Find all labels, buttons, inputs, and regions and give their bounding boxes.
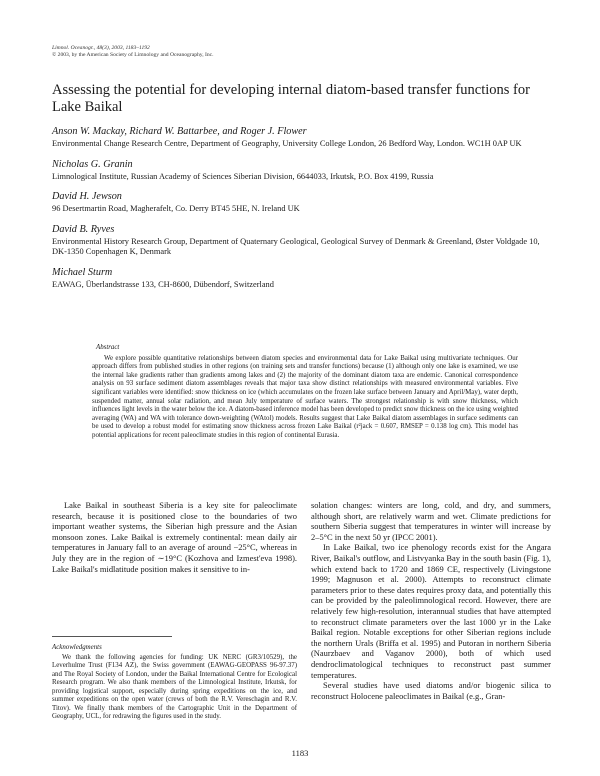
author-name: Michael Sturm bbox=[52, 266, 113, 278]
author-affiliation: Environmental History Research Group, Department of Quaternary Geological, Geological Survey of Denmark & Greenland, Øster Voldgade 10, DK-1350 Copenhagen K, Denmark bbox=[52, 236, 540, 256]
author-affiliation: EAWAG, Überlandstrasse 133, CH-8600, Dübendorf, Switzerland bbox=[52, 279, 274, 289]
body-paragraph: In Lake Baikal, two ice phenology records exist for the Angara River, Baikal's outflow, and Listvyanka Bay in the south basin (Fig. 1), which extend back to 1720 and 1869 CE, respectively (Livingstone 1999; Magnuson et al. 2000). Attempts to reconstruct climate parameters prior to these dates requires proxy data, and potentially this can be provided by the paleolimnological record. However, there are relatively few high-resolution, interannual studies that have attempted to reconstruct climate parameters over the last 1000 yr in the Lake Baikal region. Notable exceptions for other Siberian regions include the northern Urals (Briffa et al. 1995) and Putoran in northern Siberia (Naurzbaev and Vaganov 2000), both of which used dendroclimatological techniques to reconstruct past summer temperatures. bbox=[311, 542, 551, 680]
author-block bbox=[52, 267, 552, 291]
author-name: David B. Ryves bbox=[52, 223, 115, 235]
author-block bbox=[52, 126, 552, 150]
abstract-text: We explore possible quantitative relationships between diatom species and environmental data for Lake Baikal using multivariate techniques. Our approach differs from published studies in other regions (on training sets and transfer functions) because (1) although only one lake is examined, we use the internal lake gradients rather than gradients among lakes and (2) the majority of the dominant diatom taxa are endemic. Canonical correspondence analysis on 93 surface sediment diatom assemblages reveals that major taxa show distinct relationships with measured environmental variables. Five significant variables were identified: snow thickness on ice (which accumulates on the frozen lake surface between January and April/May), water depth, suspended matter, annual solar radiation, and mean July temperature of surface waters. The strongest relationship is with snow thickness, which influences light levels in the water below the ice. A diatom-based inference model has been developed to predict snow thickness on the ice using weighted averaging (WA) and WA with tolerance down-weighting (WAtol) models. Results suggest that Lake Baikal diatom assemblages in surface sediments can be used to develop a robust model for estimating snow thickness across frozen Lake Baikal (r²jack = 0.607, RMSEP = 0.138 log cm). This model has potential applications for recent paleoclimate studies in this region of continental Eurasia. bbox=[92, 354, 518, 439]
body-column-left bbox=[52, 500, 297, 574]
author-name: Nicholas G. Granin bbox=[52, 158, 133, 170]
acknowledgments bbox=[52, 644, 297, 722]
body-paragraph: solation changes: winters are long, cold, and dry, and summers, although short, are relatively warm and wet. Climate predictions for southern Siberia suggest that temperatures in winter will increase by 2–5°C in the next 50 yr (IPCC 2001). bbox=[311, 500, 551, 542]
acknowledgments-text: We thank the following agencies for funding: UK NERC (GR3/10529), the Leverhulme Trust (F134 AZ), the Swiss government (EAWAG-GEOPASS 96-97.37) and The Royal Society of London, under the Baikal International Centre for Ecological Research program. We also thank members of the Limnological Institute, Irkutsk, for providing logistical support, especially during spring expeditions on the ice, and summer expeditions on the open water (crews of both the R.V. Vereschagin and R.V. Titov). We finally thank members of the Cartographic Unit in the Department of Geography, UCL, for redrawing the figures used in the study. bbox=[52, 653, 297, 720]
page-number: 1183 bbox=[291, 748, 309, 758]
body-paragraph: Lake Baikal in southeast Siberia is a key site for paleoclimate research, because it is positioned close to the boundaries of two important weather systems, the Siberian high pressure and the Asian monsoon zones. Lake Baikal is extremely continental: mean daily air temperatures in January fall to an average of around −25°C, whereas in July they are in the region of ∼19°C (Kozhova and Izmest'eva 1998). Lake Baikal's midlatitude position makes it sensitive to in- bbox=[52, 500, 297, 574]
author-list bbox=[52, 126, 552, 299]
abstract bbox=[92, 344, 518, 441]
acknowledgments-heading: Acknowledgments bbox=[52, 644, 102, 651]
author-block bbox=[52, 224, 552, 258]
footnote-divider bbox=[52, 636, 172, 637]
journal-copyright: © 2003, by the American Society of Limnology and Oceanography, Inc. bbox=[52, 52, 214, 58]
body-paragraph: Several studies have used diatoms and/or biogenic silica to reconstruct Holocene paleoclimates in Baikal (e.g., Gran- bbox=[311, 680, 551, 701]
author-affiliation: Limnological Institute, Russian Academy of Sciences Siberian Division, 6644033, Irkutsk, P.O. Box 4199, Russia bbox=[52, 171, 434, 181]
author-affiliation: Environmental Change Research Centre, Department of Geography, University College London, 26 Bedford Way, London. WC1H 0AP UK bbox=[52, 139, 522, 148]
journal-header bbox=[52, 45, 214, 59]
body-column-right bbox=[311, 500, 551, 701]
author-name: David H. Jewson bbox=[52, 191, 122, 202]
abstract-heading: Abstract bbox=[96, 344, 120, 351]
author-block bbox=[52, 191, 552, 215]
author-name: Anson W. Mackay, Richard W. Battarbee, and Roger J. Flower bbox=[52, 126, 307, 137]
author-block bbox=[52, 159, 552, 183]
journal-citation: Limnol. Oceanogr., 48(3), 2003, 1183–1192 bbox=[52, 45, 150, 51]
paper-title: Assessing the potential for developing internal diatom-based transfer functions for Lake Baikal bbox=[52, 82, 530, 115]
author-affiliation: 96 Desertmartin Road, Magherafelt, Co. Derry BT45 5HE, N. Ireland UK bbox=[52, 204, 300, 213]
